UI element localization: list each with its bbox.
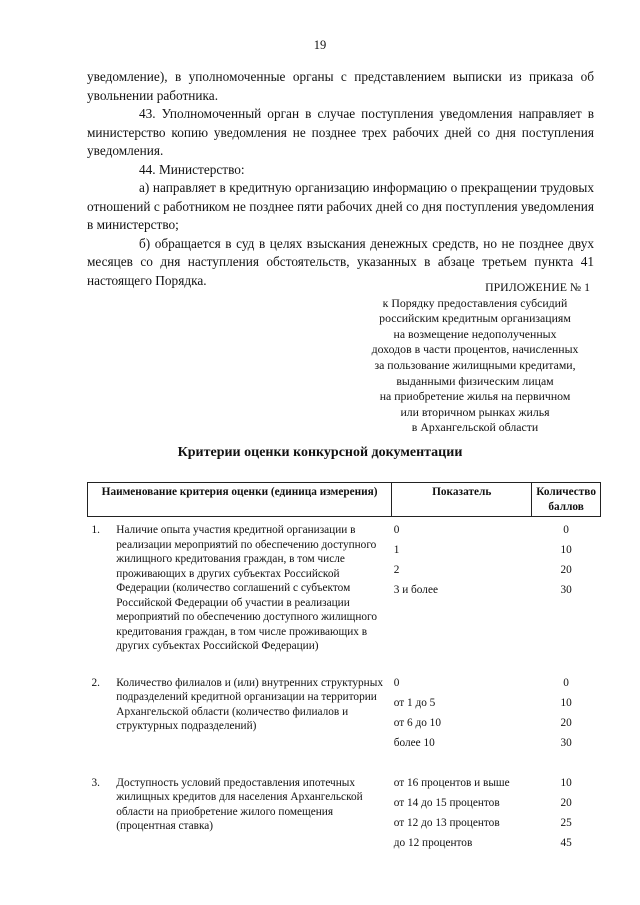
- indicator-cell: [392, 672, 532, 772]
- document-title: Критерии оценки конкурсной документации: [177, 445, 463, 460]
- points-value: 45: [560, 836, 572, 849]
- paragraph-43: 43. Уполномоченный орган в случае поступления уведомления направляет в министерство копию уведомления не позднее трех рабочих дней со дня поступления уведомления.: [87, 106, 594, 158]
- appendix-title: ПРИЛОЖЕНИЕ № 1: [485, 280, 590, 294]
- points-cell: [532, 672, 601, 772]
- appendix-line: за пользование жилищными кредитами,: [374, 357, 576, 372]
- appendix-line: к Порядку предоставления субсидий: [382, 295, 568, 310]
- indicator-value: от 14 до 15 процентов: [393, 796, 500, 809]
- indicator-value: до 12 процентов: [393, 836, 473, 849]
- paragraph-44: 44. Министерство:: [139, 161, 245, 177]
- points-cell: [532, 772, 601, 856]
- appendix-line: на приобретение жилья на первичном: [379, 389, 571, 404]
- appendix-line: в Архангельской области: [411, 420, 539, 435]
- appendix-line: или вторичном рынках жилья: [400, 404, 550, 419]
- page-number: 19: [313, 38, 327, 52]
- header-criterion: Наименование критерия оценки (единица измерения): [88, 483, 392, 517]
- header-points: Количество баллов: [532, 483, 601, 517]
- indicator-value: 3 и более: [393, 584, 438, 596]
- indicator-value: 2: [393, 564, 400, 576]
- indicator-value: более 10: [393, 736, 435, 749]
- indicator-value: 1: [393, 544, 400, 556]
- paragraph-continuation: уведомление), в уполномоченные органы с представлением выписки из приказа об увольнении работника.: [87, 69, 594, 103]
- indicator-value: 0: [393, 524, 400, 536]
- criterion-name: Наличие опыта участия кредитной организации в реализации мероприятий по обеспечению доступного жилищного кредитования граждан, в том числе проживающих в других субъектах Российской Федерации (количество соглашений с субъектом Российской Федерации об участии в реализации мероприятий по обеспечению доступного жилищного кредитования граждан, в том числе проживающих в других субъектах Российской Федерации): [116, 524, 378, 652]
- indicator-value: от 6 до 10: [393, 716, 441, 729]
- appendix-line: доходов в части процентов, начисленных: [371, 342, 579, 357]
- criterion-name: Доступность условий предоставления ипотечных жилищных кредитов для населения Архангельской области на приобретение жилого помещения (процентная ставка): [116, 776, 363, 832]
- points-value: 10: [560, 696, 572, 709]
- paragraph-44b: б) обращается в суд в целях взыскания денежных средств, но не позднее двух месяцев со дня наступления обстоятельств, указанных в абзаце третьем пункта 41 настоящего Порядка.: [87, 235, 594, 288]
- points-value: 0: [563, 524, 569, 536]
- points-value: 0: [563, 676, 569, 689]
- points-value: 30: [560, 736, 572, 749]
- table-row: [88, 517, 601, 672]
- indicator-cell: [392, 517, 532, 672]
- points-value: 30: [560, 584, 572, 596]
- table-row: [88, 672, 601, 772]
- indicator-cell: [392, 772, 532, 856]
- points-value: 20: [560, 796, 572, 809]
- indicator-value: от 12 до 13 процентов: [393, 816, 500, 829]
- criteria-table: [87, 482, 601, 856]
- indicator-value: от 16 процентов и выше: [393, 776, 510, 789]
- paragraph-44a: а) направляет в кредитную организацию информацию о прекращении трудовых отношений с работником не позднее пяти рабочих дней со дня поступления уведомления в министерство;: [87, 180, 594, 232]
- header-indicator: Показатель: [392, 483, 532, 517]
- row-number: 3.: [91, 776, 100, 789]
- points-value: 20: [560, 716, 572, 729]
- appendix-line: российским кредитным организациям: [379, 311, 571, 326]
- table-row: [88, 772, 601, 856]
- points-value: 20: [560, 564, 572, 576]
- points-cell: [532, 517, 601, 672]
- appendix-line: выданными физическим лицам: [396, 373, 554, 388]
- appendix-line: на возмещение недополученных: [393, 326, 557, 341]
- row-number: 2.: [91, 676, 100, 689]
- body-text: [87, 68, 594, 290]
- indicator-value: 0: [393, 676, 400, 689]
- points-value: 10: [560, 776, 572, 789]
- table-header-row: [88, 483, 601, 517]
- indicator-value: от 1 до 5: [393, 696, 436, 709]
- appendix-header: [330, 280, 620, 436]
- row-number: 1.: [91, 524, 100, 536]
- points-value: 10: [560, 544, 572, 556]
- criterion-name: Количество филиалов и (или) внутренних структурных подразделений кредитной организации на территории Архангельской области (количество филиалов и структурных подразделений): [116, 676, 383, 732]
- points-value: 25: [560, 816, 572, 829]
